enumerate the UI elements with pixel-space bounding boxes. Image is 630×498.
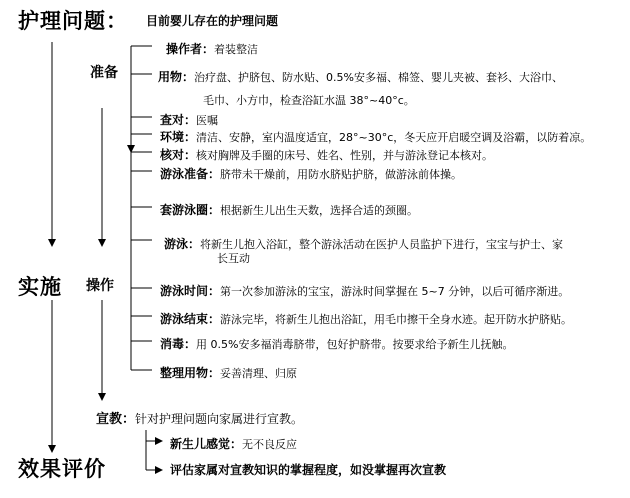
op-swim-value-2: 长互动 — [217, 252, 250, 265]
op-tidy-value: 妥善清理、归原 — [220, 367, 298, 380]
op-swim-prep-key: 游泳准备： — [160, 167, 221, 181]
prep-check — [160, 111, 218, 127]
op-disinfect-value: 用 0.5%安多福消毒脐带，包好护脐带。按要求给予新生儿抚触。 — [196, 338, 514, 351]
prep-environment-key: 环境： — [160, 130, 197, 144]
prep-environment — [160, 128, 591, 144]
heading-evaluation: 效果评价 — [18, 456, 106, 481]
op-tidy — [160, 364, 297, 380]
eval-assess: 评估家属对宣教知识的掌握程度，如没掌握再次宣教 — [170, 463, 447, 477]
op-verify-key: 核对： — [160, 148, 197, 162]
prep-supplies-value-2: 毛巾、小方巾，检查浴缸水温 38°~40°c。 — [203, 94, 415, 107]
op-disinfect-key: 消毒： — [160, 337, 197, 351]
op-swim — [164, 235, 563, 251]
nursing-problem-text: 目前婴儿存在的护理问题 — [146, 14, 279, 28]
prep-operator-key: 操作者： — [166, 42, 215, 56]
op-swim-prep-value: 脐带未干燥前，用防水脐贴护脐，做游泳前体操。 — [220, 168, 463, 181]
eval-feeling-key: 新生儿感觉： — [170, 437, 243, 451]
prep-operator — [166, 40, 258, 56]
op-swim-time-value: 第一次参加游泳的宝宝，游泳时间掌握在 5~7 分钟，以后可循序渐进。 — [220, 285, 570, 298]
education — [96, 410, 303, 426]
group-operation-label: 操作 — [86, 278, 114, 294]
op-swim-end-value: 游泳完毕，将新生儿抱出浴缸，用毛巾擦干全身水迹。起开防水护脐贴。 — [220, 313, 573, 326]
op-ring-value: 根据新生儿出生天数，选择合适的颈圈。 — [220, 204, 419, 217]
op-verify — [160, 146, 493, 162]
op-swim-value: 将新生儿抱入浴缸，整个游泳活动在医护人员监护下进行，宝宝与护士、家 — [200, 238, 564, 251]
education-value: 针对护理问题向家属进行宣教。 — [135, 412, 304, 426]
prep-supplies-key: 用物： — [158, 70, 195, 84]
prep-check-value: 医嘱 — [196, 114, 219, 127]
op-verify-value: 核对胸牌及手圈的床号、姓名、性别，并与游泳登记本核对。 — [196, 149, 494, 162]
heading-nursing-problem: 护理问题： — [18, 8, 128, 33]
prep-supplies-value: 治疗盘、护脐包、防水贴、0.5%安多福、棉签、婴儿夹被、套衫、大浴巾、 — [194, 71, 563, 84]
op-tidy-key: 整理用物： — [160, 366, 221, 380]
heading-implementation: 实施 — [18, 274, 62, 299]
prep-supplies — [158, 68, 563, 84]
group-prep-label: 准备 — [90, 65, 118, 81]
op-swim-prep — [160, 165, 462, 181]
op-swim-time-key: 游泳时间： — [160, 284, 221, 298]
op-ring — [160, 201, 418, 217]
op-disinfect — [160, 335, 513, 351]
eval-feeling-value: 无不良反应 — [242, 438, 298, 451]
prep-check-key: 查对： — [160, 113, 197, 127]
education-key: 宣教： — [96, 412, 136, 427]
prep-environment-value: 清洁、安静，室内温度适宜，28°~30°c，冬天应开启暖空调及浴霸，以防着凉。 — [196, 131, 592, 144]
op-swim-time — [160, 282, 569, 298]
prep-operator-value: 着装整洁 — [214, 43, 259, 56]
op-swim-key: 游泳： — [164, 237, 201, 251]
op-swim-end — [160, 310, 572, 326]
eval-feeling — [170, 435, 297, 451]
op-ring-key: 套游泳圈： — [160, 203, 221, 217]
op-swim-end-key: 游泳结束： — [160, 312, 221, 326]
